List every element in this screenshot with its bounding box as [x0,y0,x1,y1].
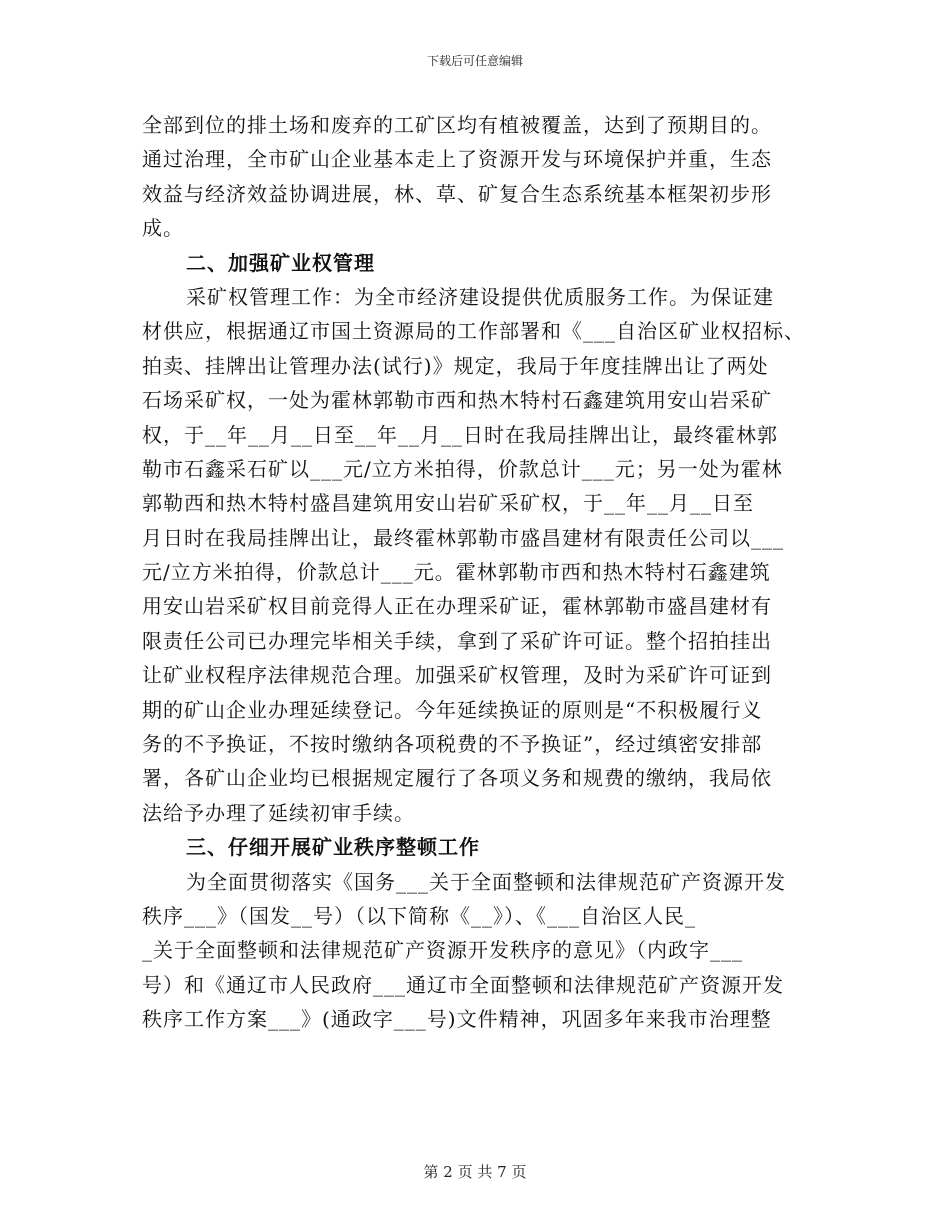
text-line: 效益与经济效益协调进展，林、草、矿复合生态系统基本框架初步形 [142,181,772,206]
text-line: 署，各矿山企业均已根据规定履行了各项义务和规费的缴纳，我局依 [142,766,772,791]
text-line: 号）和《通辽市人民政府___通辽市全面整顿和法律规范矿产资源开发 [142,972,784,997]
text-line: 用安山岩采矿权目前竞得人正在办理采矿证，霍林郭勒市盛昌建材有 [142,594,772,619]
text-line: 为全面贯彻落实《国务___关于全面整顿和法律规范矿产资源开发 [186,869,786,894]
text-line: 法给予办理了延续初审手续。 [142,800,415,825]
text-line: 通过治理，全市矿山企业基本走上了资源开发与环境保护并重，生态 [142,147,772,172]
text-line: 石场采矿权，一处为霍林郭勒市西和热木特村石鑫建筑用安山岩采矿 [142,388,772,413]
section-heading: 三、仔细开展矿业秩序整顿工作 [186,835,480,860]
text-line: 拍卖、挂牌出让管理办法(试行)》规定，我局于年度挂牌出让了两处 [142,353,769,378]
document-body [142,108,822,1037]
text-line: 权，于__年__月__日至__年__月__日时在我局挂牌出让，最终霍林郭 [142,422,778,447]
page-header: 下载后可任意编辑 [426,54,523,68]
text-line: 全部到位的排土场和废弃的工矿区均有植被覆盖，达到了预期目的。 [142,113,772,137]
text-line: 材供应，根据通辽市国土资源局的工作部署和《___自治区矿业权招标、 [142,319,805,344]
text-line: 成。 [142,216,184,241]
text-line: 采矿权管理工作：为全市经济建设提供优质服务工作。为保证建 [186,284,774,309]
text-line: 郭勒西和热木特村盛昌建筑用安山岩矿采矿权，于__年__月__日至 [142,491,754,516]
text-line: 月日时在我局挂牌出让，最终霍林郭勒市盛昌建材有限责任公司以___ [142,525,784,550]
page-footer: 第 2 页 共 7 页 [423,1163,527,1181]
text-line: 让矿业权程序法律规范合理。加强采矿权管理，及时为采矿许可证到 [142,663,772,688]
text-line: 期的矿山企业办理延续登记。今年延续换证的原则是“不积极履行义 [142,697,763,722]
text-line: 限责任公司已办理完毕相关手续，拿到了采矿许可证。整个招拍挂出 [142,628,772,653]
text-line: 勒市石鑫采石矿以___元/立方米拍得，价款总计___元；另一处为霍林 [142,456,783,481]
text-line: 秩序___》（国发__号）（以下简称《__》）、《___自治区人民_ [142,903,696,928]
section-heading: 二、加强矿业权管理 [186,250,375,275]
text-line: 元/立方米拍得，价款总计___元。霍林郭勒市西和热木特村石鑫建筑 [142,560,771,585]
text-line: 秩序工作方案___》(通政字___号)文件精神，巩固多年来我市治理整 [142,1007,772,1032]
text-line: 务的不予换证，不按时缴纳各项税费的不予换证”，经过缜密安排部 [142,732,763,757]
text-line: _关于全面整顿和法律规范矿产资源开发秩序的意见》（内政字___ [142,938,743,963]
